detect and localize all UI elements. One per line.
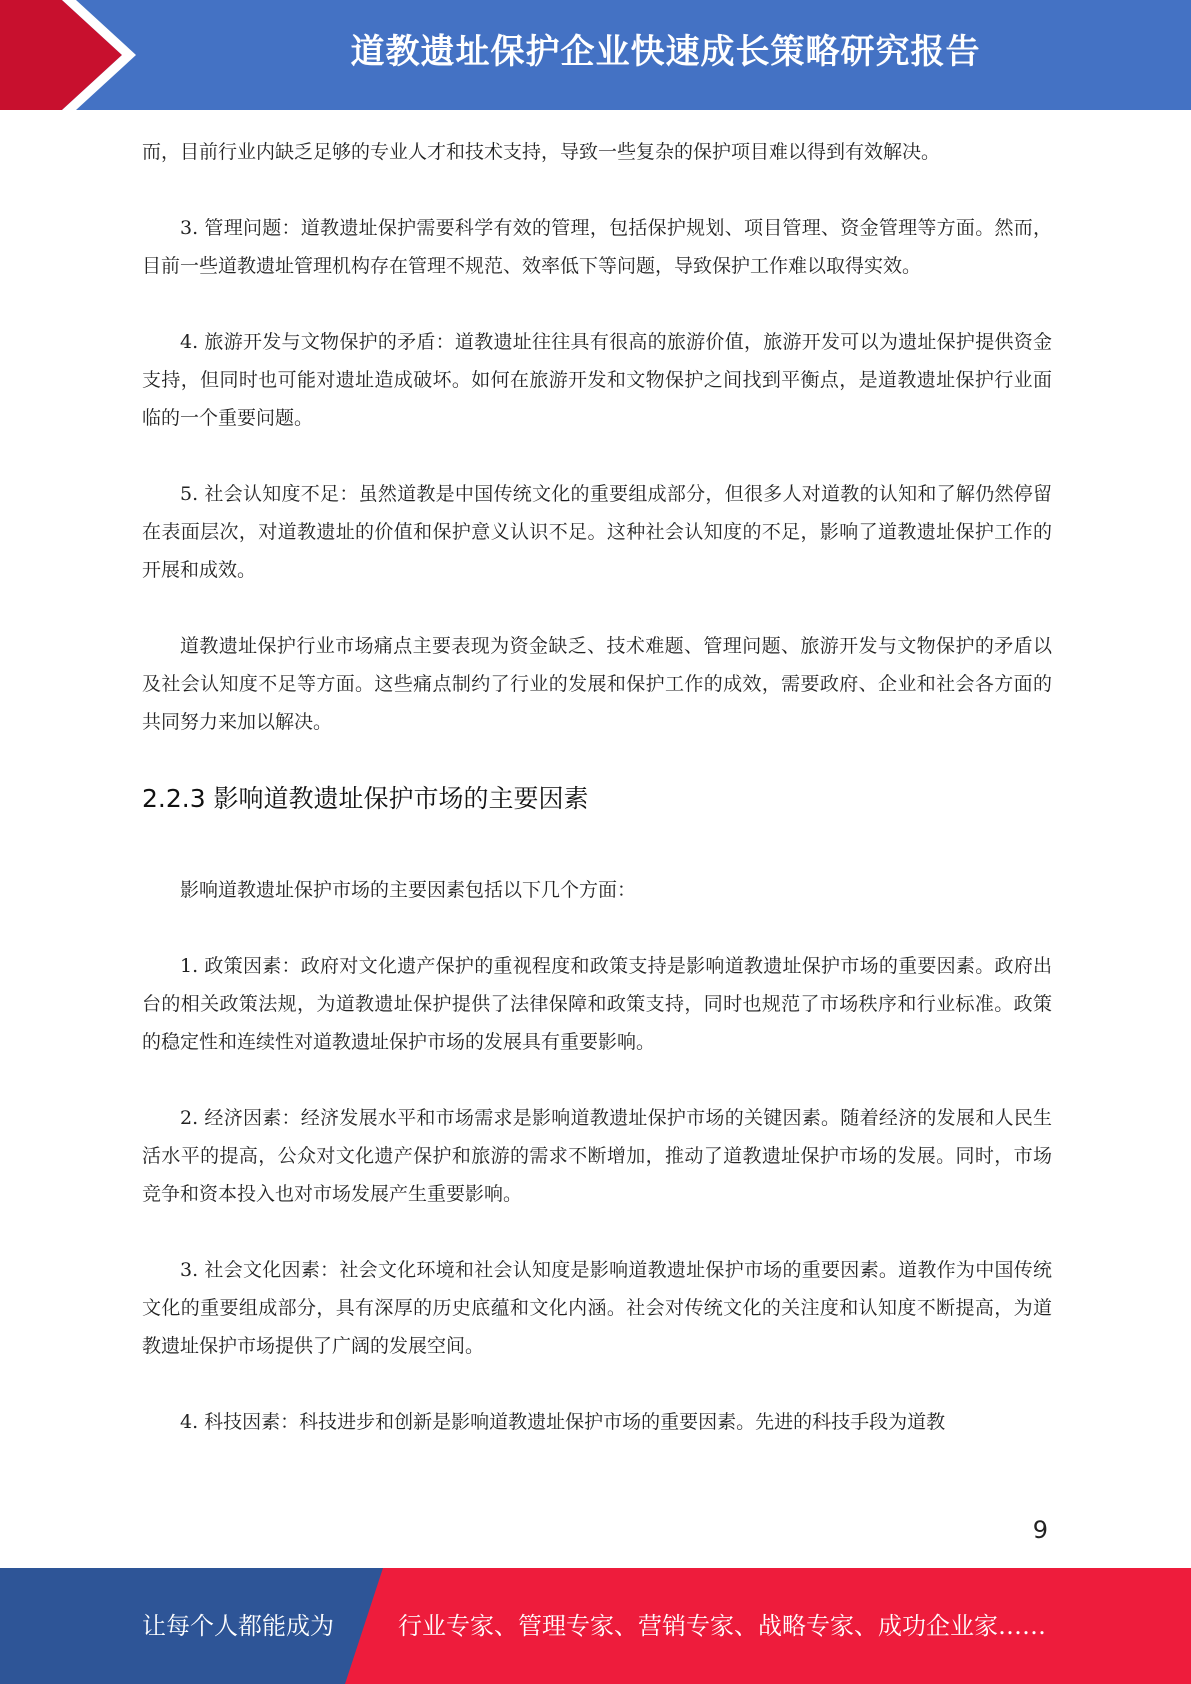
- body-paragraph: 3. 管理问题：道教遗址保护需要科学有效的管理，包括保护规划、项目管理、资金管理等方面。然而，目前一些道教遗址管理机构存在管理不规范、效率低下等问题，导致保护工作难以取得实效。: [142, 217, 1052, 277]
- header-bar: [0, 0, 1191, 110]
- body-paragraph: 2. 经济因素：经济发展水平和市场需求是影响道教遗址保护市场的关键因素。随着经济的发展和人民生活水平的提高，公众对文化遗产保护和旅游的需求不断增加，推动了道教遗址保护市场的发展。同时，市场竞争和资本投入也对市场发展产生重要影响。: [142, 1107, 1052, 1205]
- body-paragraph: 道教遗址保护行业市场痛点主要表现为资金缺乏、技术难题、管理问题、旅游开发与文物保护的矛盾以及社会认知度不足等方面。这些痛点制约了行业的发展和保护工作的成效，需要政府、企业和社会各方面的共同努力来加以解决。: [142, 635, 1052, 733]
- body-paragraph: 3. 社会文化因素：社会文化环境和社会认知度是影响道教遗址保护市场的重要因素。道教作为中国传统文化的重要组成部分，具有深厚的历史底蕴和文化内涵。社会对传统文化的关注度和认知度不断提高，为道教遗址保护市场提供了广阔的发展空间。: [142, 1259, 1052, 1357]
- section-heading: 2.2.3 影响道教遗址保护市场的主要因素: [142, 784, 589, 813]
- body-paragraph: 4. 科技因素：科技进步和创新是影响道教遗址保护市场的重要因素。先进的科技手段为道教: [180, 1411, 946, 1433]
- footer-slogan-left: 让每个人都能成为: [142, 1612, 334, 1640]
- body-paragraph: 1. 政策因素：政府对文化遗产保护的重视程度和政策支持是影响道教遗址保护市场的重要因素。政府出台的相关政策法规，为道教遗址保护提供了法律保障和政策支持，同时也规范了市场秩序和行业标准。政策的稳定性和连续性对道教遗址保护市场的发展具有重要影响。: [142, 955, 1052, 1053]
- header-chevron-decoration: [0, 0, 150, 110]
- body-paragraph: 4. 旅游开发与文物保护的矛盾：道教遗址往往具有很高的旅游价值，旅游开发可以为遗址保护提供资金支持，但同时也可能对遗址造成破坏。如何在旅游开发和文物保护之间找到平衡点，是道教遗址保护行业面临的一个重要问题。: [142, 331, 1052, 429]
- report-title: 道教遗址保护企业快速成长策略研究报告: [350, 32, 981, 72]
- main-content: [142, 133, 1052, 1479]
- footer-bar: [0, 1568, 1191, 1684]
- footer-slogan-right: 行业专家、管理专家、营销专家、战略专家、成功企业家……: [398, 1612, 1046, 1640]
- body-paragraph: 5. 社会认知度不足：虽然道教是中国传统文化的重要组成部分，但很多人对道教的认知和了解仍然停留在表面层次，对道教遗址的价值和保护意义认识不足。这种社会认知度的不足，影响了道教遗址保护工作的开展和成效。: [142, 483, 1052, 581]
- body-paragraph: 而，目前行业内缺乏足够的专业人才和技术支持，导致一些复杂的保护项目难以得到有效解决。: [142, 141, 941, 163]
- body-paragraph: 影响道教遗址保护市场的主要因素包括以下几个方面：: [180, 879, 637, 901]
- page-number: 9: [1032, 1516, 1048, 1544]
